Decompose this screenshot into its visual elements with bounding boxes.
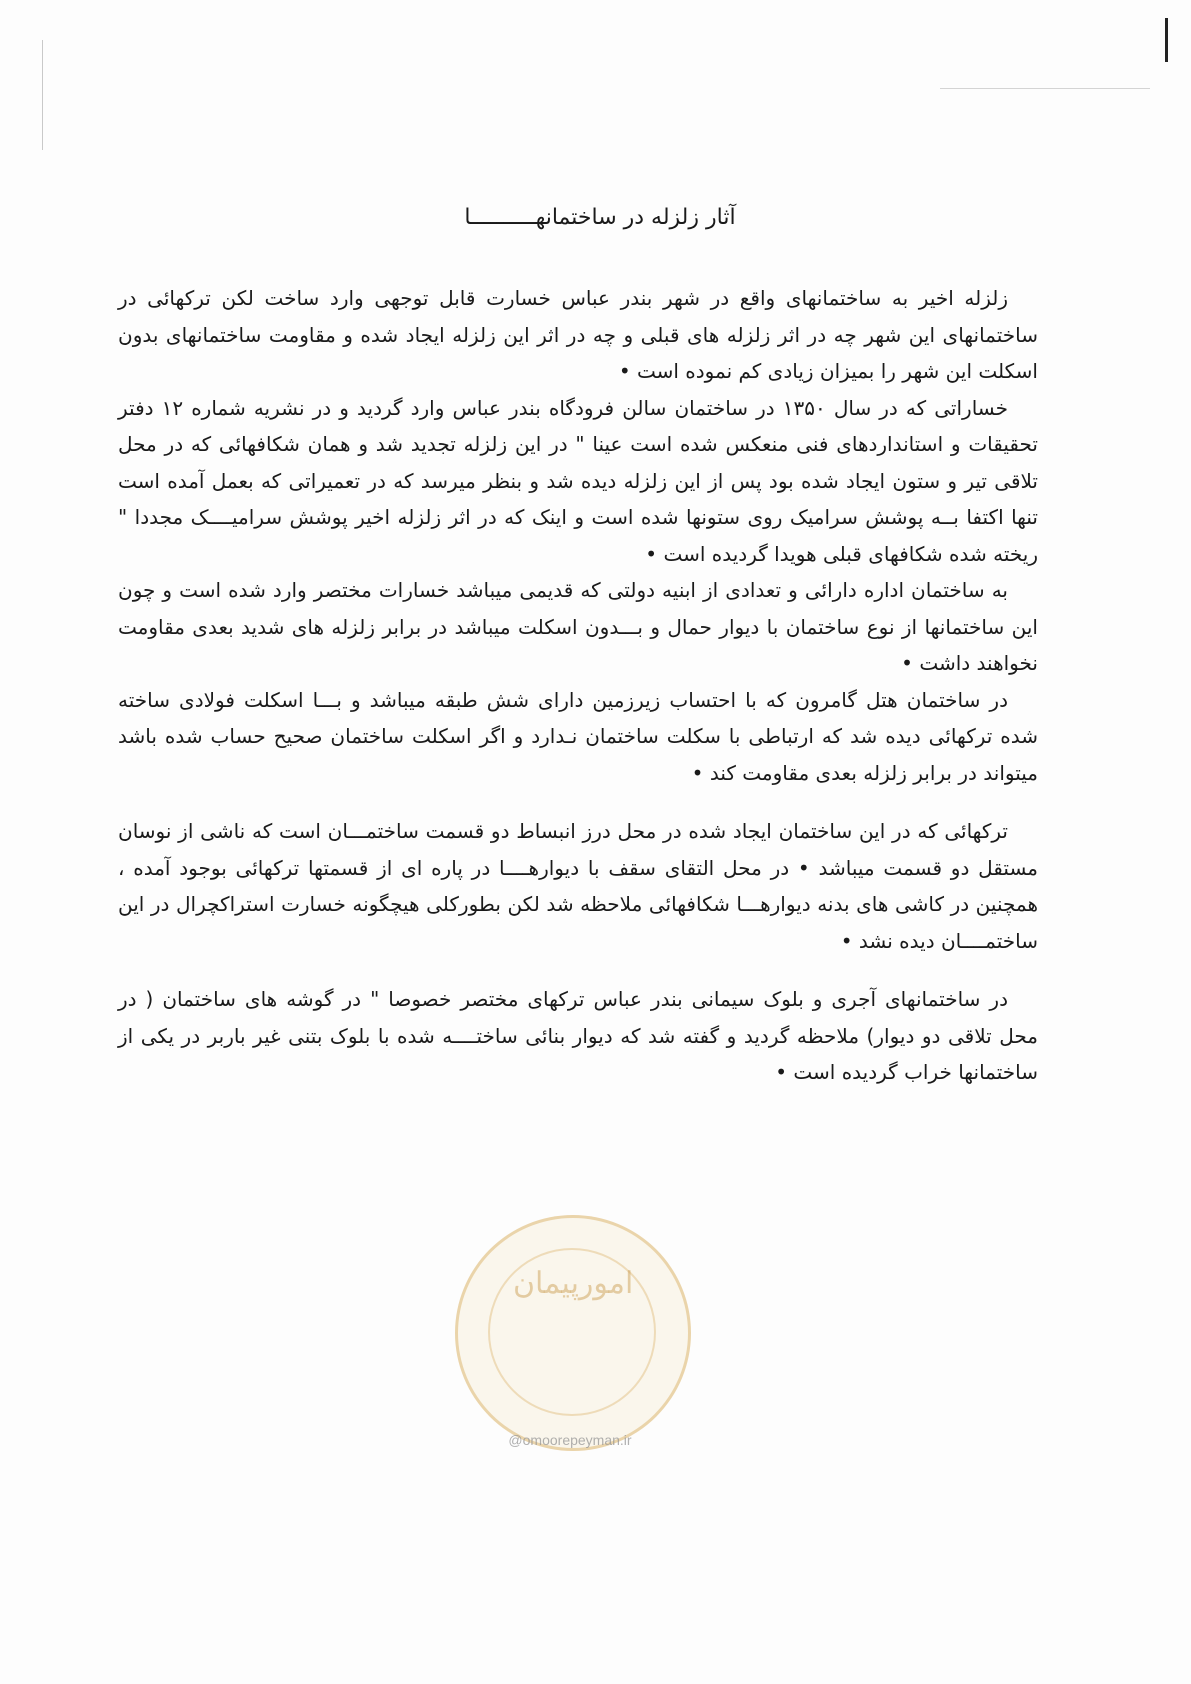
paragraph: زلزله اخیر به ساختمانهای واقع در شهر بندر عباس خسارت قابل توجهی وارد ساخت لکن ترکهائی در ساختمانهای این شهر چه در اثر زلزله های قبلی و چه در اثر این زلزله ایجاد شده و مقاومت ساختمانهای بدون اسکلت این شهر را بمیزان زیادی کم نموده است • [118, 286, 1038, 383]
scan-edge-mark [1165, 18, 1168, 62]
paragraph: خساراتی که در سال ۱۳۵۰ در ساختمان سالن فرودگاه بندر عباس وارد گردید و در نشریه شماره ۱۲ دفتر تحقیقات و استانداردهای فنی منعکس شده است عینا " در این زلزله تجدید شد و همان شکافهائی که در محل تلاقی تیر و ستون ایجاد شده بود پس از این زلزله دیده شد و بنظر میرسد که در تعمیراتی که بعمل آمده است تنها اکتفا بــه پوشش سرامیک روی ستونها شده است و اینک که در اثر زلزله اخیر پوشش سرامیــــک مجددا " ریخته شده شکافهای قبلی هویدا گردیده است • [118, 395, 1038, 566]
watermark-site-text: @omoorepeyman.ir [508, 1432, 632, 1448]
paragraph: به ساختمان اداره دارائی و تعدادی از ابنیه دولتی که قدیمی میباشد خسارات مختصر وارد شده است و چون این ساختمانها از نوع ساختمان با دیوار حمال و بـــدون اسکلت میباشد در برابر زلزله های شدید بعدی مقاومت نخواهند داشت • [118, 578, 1038, 675]
scan-edge-mark [42, 40, 43, 150]
paragraph: ترکهائی که در این ساختمان ایجاد شده در محل درز انبساط دو قسمت ساختمـــان است که ناشی از نوسان مستقل دو قسمت میباشد • در محل التقای سقف با دیوارهــــا در پاره ای از قسمتها ترکهائی بوجود آمده ، همچنین در کاشی های بدنه دیوارهـــا شکافهائی ملاحظه شد لکن بطورکلی هیچگونه خسارت استراکچرال در این ساختمــــان دیده نشد • [118, 819, 1038, 953]
document-body [118, 280, 1038, 1091]
scan-edge-mark [940, 88, 1150, 89]
page-title: آثار زلزله در ساختمانهــــــــــا [464, 205, 736, 230]
watermark-logo-text: امورپیمان [513, 1266, 634, 1301]
paragraph: در ساختمانهای آجری و بلوک سیمانی بندر عباس ترکهای مختصر خصوصا " در گوشه های ساختمان ( در محل تلاقی دو دیوار) ملاحظه گردید و گفته شد که دیوار بنائی ساختــــه شده با بلوک بتنی غیر باربر در یکی از ساختمانها خراب گردیده است • [118, 987, 1038, 1084]
paragraph: در ساختمان هتل گامرون که با احتساب زیرزمین دارای شش طبقه میباشد و بـــا اسکلت فولادی ساخته شده ترکهائی دیده شد که ارتباطی با سکلت ساختمان نـدارد و اگر اسکلت ساختمان صحیح حساب شده باشد میتواند در برابر زلزله بعدی مقاومت کند • [118, 687, 1038, 785]
watermark-logo [455, 1215, 691, 1451]
watermark-ring [488, 1248, 656, 1416]
